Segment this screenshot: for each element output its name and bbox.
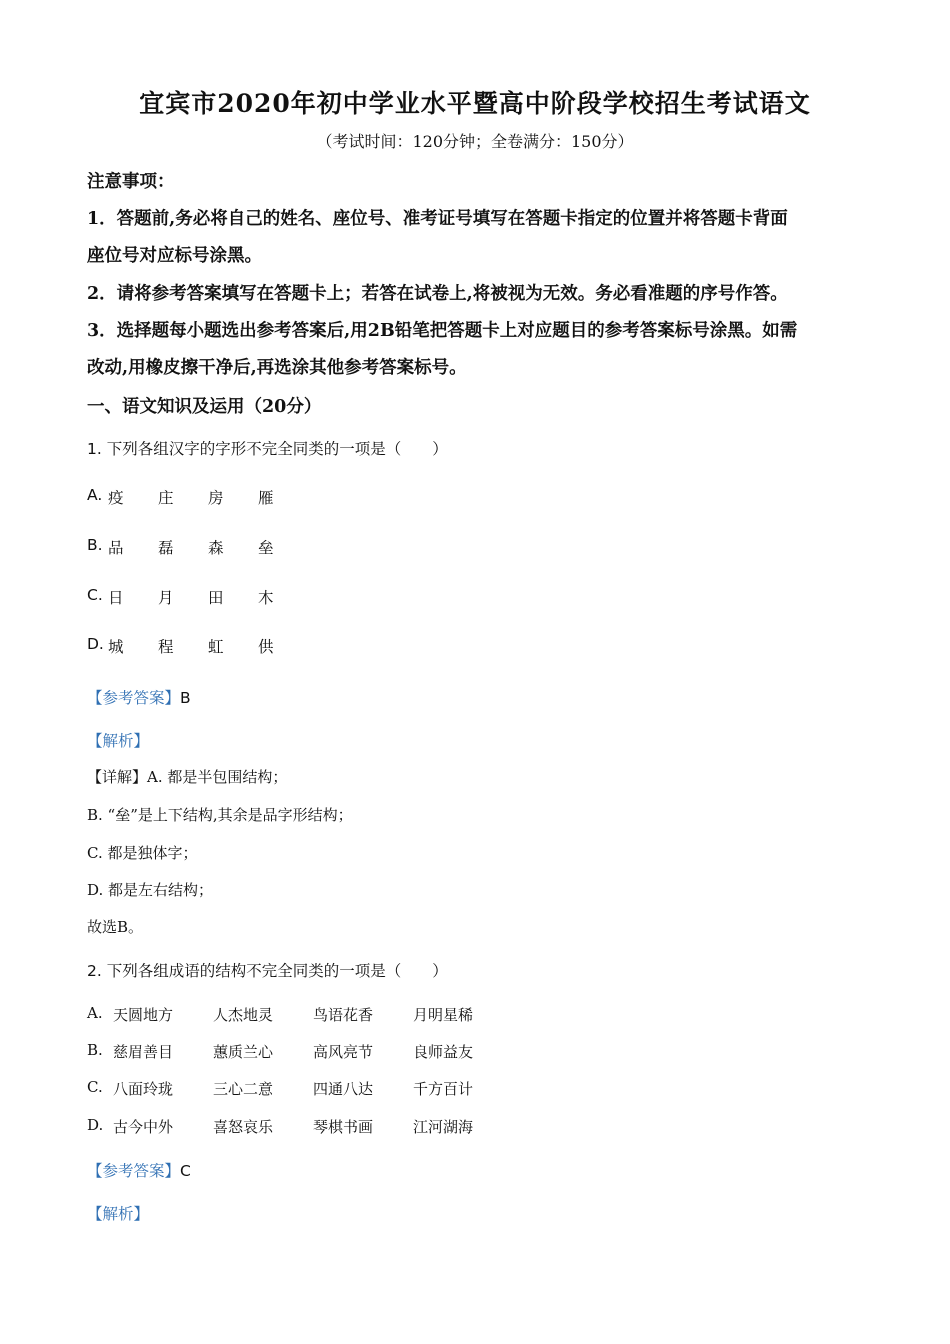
analysis-line: C. 都是独体字；: [87, 844, 198, 862]
option-idiom: 古今中外: [113, 1118, 174, 1136]
option-idiom: 慈眉善目: [113, 1043, 174, 1061]
option-idiom: 琴棋书画: [313, 1118, 374, 1136]
option-char: 月: [158, 589, 174, 607]
option-label: A.: [87, 1004, 103, 1022]
answer-tag: 【参考答案】: [87, 689, 181, 707]
option-char: 庄: [158, 489, 174, 507]
analysis-tag: 【解析】: [87, 732, 150, 750]
option-char: 供: [258, 638, 274, 656]
option-char: 城: [108, 638, 124, 656]
q1-answer: [87, 686, 191, 708]
option-char: 程: [158, 638, 174, 656]
option-idiom: 八面玲珑: [113, 1080, 174, 1098]
option-idiom: 高风亮节: [313, 1043, 374, 1061]
answer-value: B: [180, 689, 191, 707]
option-label: B.: [87, 1041, 103, 1059]
option-char: 田: [208, 589, 224, 607]
option-idiom: 千方百计: [413, 1080, 474, 1098]
option-label: A.: [87, 486, 103, 504]
exam-info: （考试时间：120分钟；全卷满分：150分）: [316, 132, 634, 151]
option-char: 木: [258, 589, 274, 607]
option-char: 雁: [258, 489, 274, 507]
page-title: 宜宾市2020年初中学业水平暨高中阶段学校招生考试语文: [139, 89, 811, 118]
section-heading: 一、语文知识及运用（20分）: [87, 397, 322, 417]
option-char: 疫: [108, 489, 124, 507]
option-label: B.: [87, 536, 103, 554]
q2-answer: [87, 1159, 191, 1181]
notice-line: 1．答题前,务必将自己的姓名、座位号、准考证号填写在答题卡指定的位置并将答题卡背面: [87, 209, 788, 229]
option-idiom: 月明星稀: [413, 1006, 474, 1024]
option-label: D.: [87, 635, 104, 653]
option-char: 磊: [158, 539, 174, 557]
analysis-line: D. 都是左右结构；: [87, 881, 214, 899]
option-idiom: 三心二意: [213, 1080, 274, 1098]
option-char: 品: [108, 539, 124, 557]
analysis-line: 【详解】A. 都是半包围结构；: [87, 768, 288, 786]
option-idiom: 良师益友: [413, 1043, 474, 1061]
option-label: C.: [87, 586, 103, 604]
option-label: D.: [87, 1116, 104, 1134]
analysis-line: B. “垒”是上下结构,其余是品字形结构；: [87, 806, 353, 824]
option-label: C.: [87, 1078, 103, 1096]
question-stem: 1. 下列各组汉字的字形不完全同类的一项是（ ）: [87, 440, 448, 458]
option-idiom: 四通八达: [313, 1080, 374, 1098]
notice-line: 2．请将参考答案填写在答题卡上；若答在试卷上,将被视为无效。务必看准题的序号作答。: [87, 284, 788, 304]
option-char: 虹: [208, 638, 224, 656]
notice-line: 改动,用橡皮擦干净后,再选涂其他参考答案标号。: [87, 358, 467, 378]
option-idiom: 人杰地灵: [213, 1006, 274, 1024]
notice-line: 3．选择题每小题选出参考答案后,用2B铅笔把答题卡上对应题目的参考答案标号涂黑。如需: [87, 321, 798, 341]
option-idiom: 喜怒哀乐: [213, 1118, 274, 1136]
analysis-line: 故选B。: [87, 918, 144, 936]
analysis-tag: 【解析】: [87, 1205, 150, 1223]
notice-heading: 注意事项：: [87, 172, 175, 192]
option-char: 垒: [258, 539, 274, 557]
option-char: 房: [208, 489, 224, 507]
answer-tag: 【参考答案】: [87, 1162, 181, 1180]
answer-value: C: [180, 1162, 191, 1180]
option-idiom: 蕙质兰心: [213, 1043, 274, 1061]
notice-line: 座位号对应标号涂黑。: [87, 246, 262, 266]
option-idiom: 天圆地方: [113, 1006, 174, 1024]
question-stem: 2. 下列各组成语的结构不完全同类的一项是（ ）: [87, 962, 448, 980]
option-idiom: 江河湖海: [413, 1118, 474, 1136]
option-char: 森: [208, 539, 224, 557]
option-char: 日: [108, 589, 124, 607]
option-idiom: 鸟语花香: [313, 1006, 374, 1024]
